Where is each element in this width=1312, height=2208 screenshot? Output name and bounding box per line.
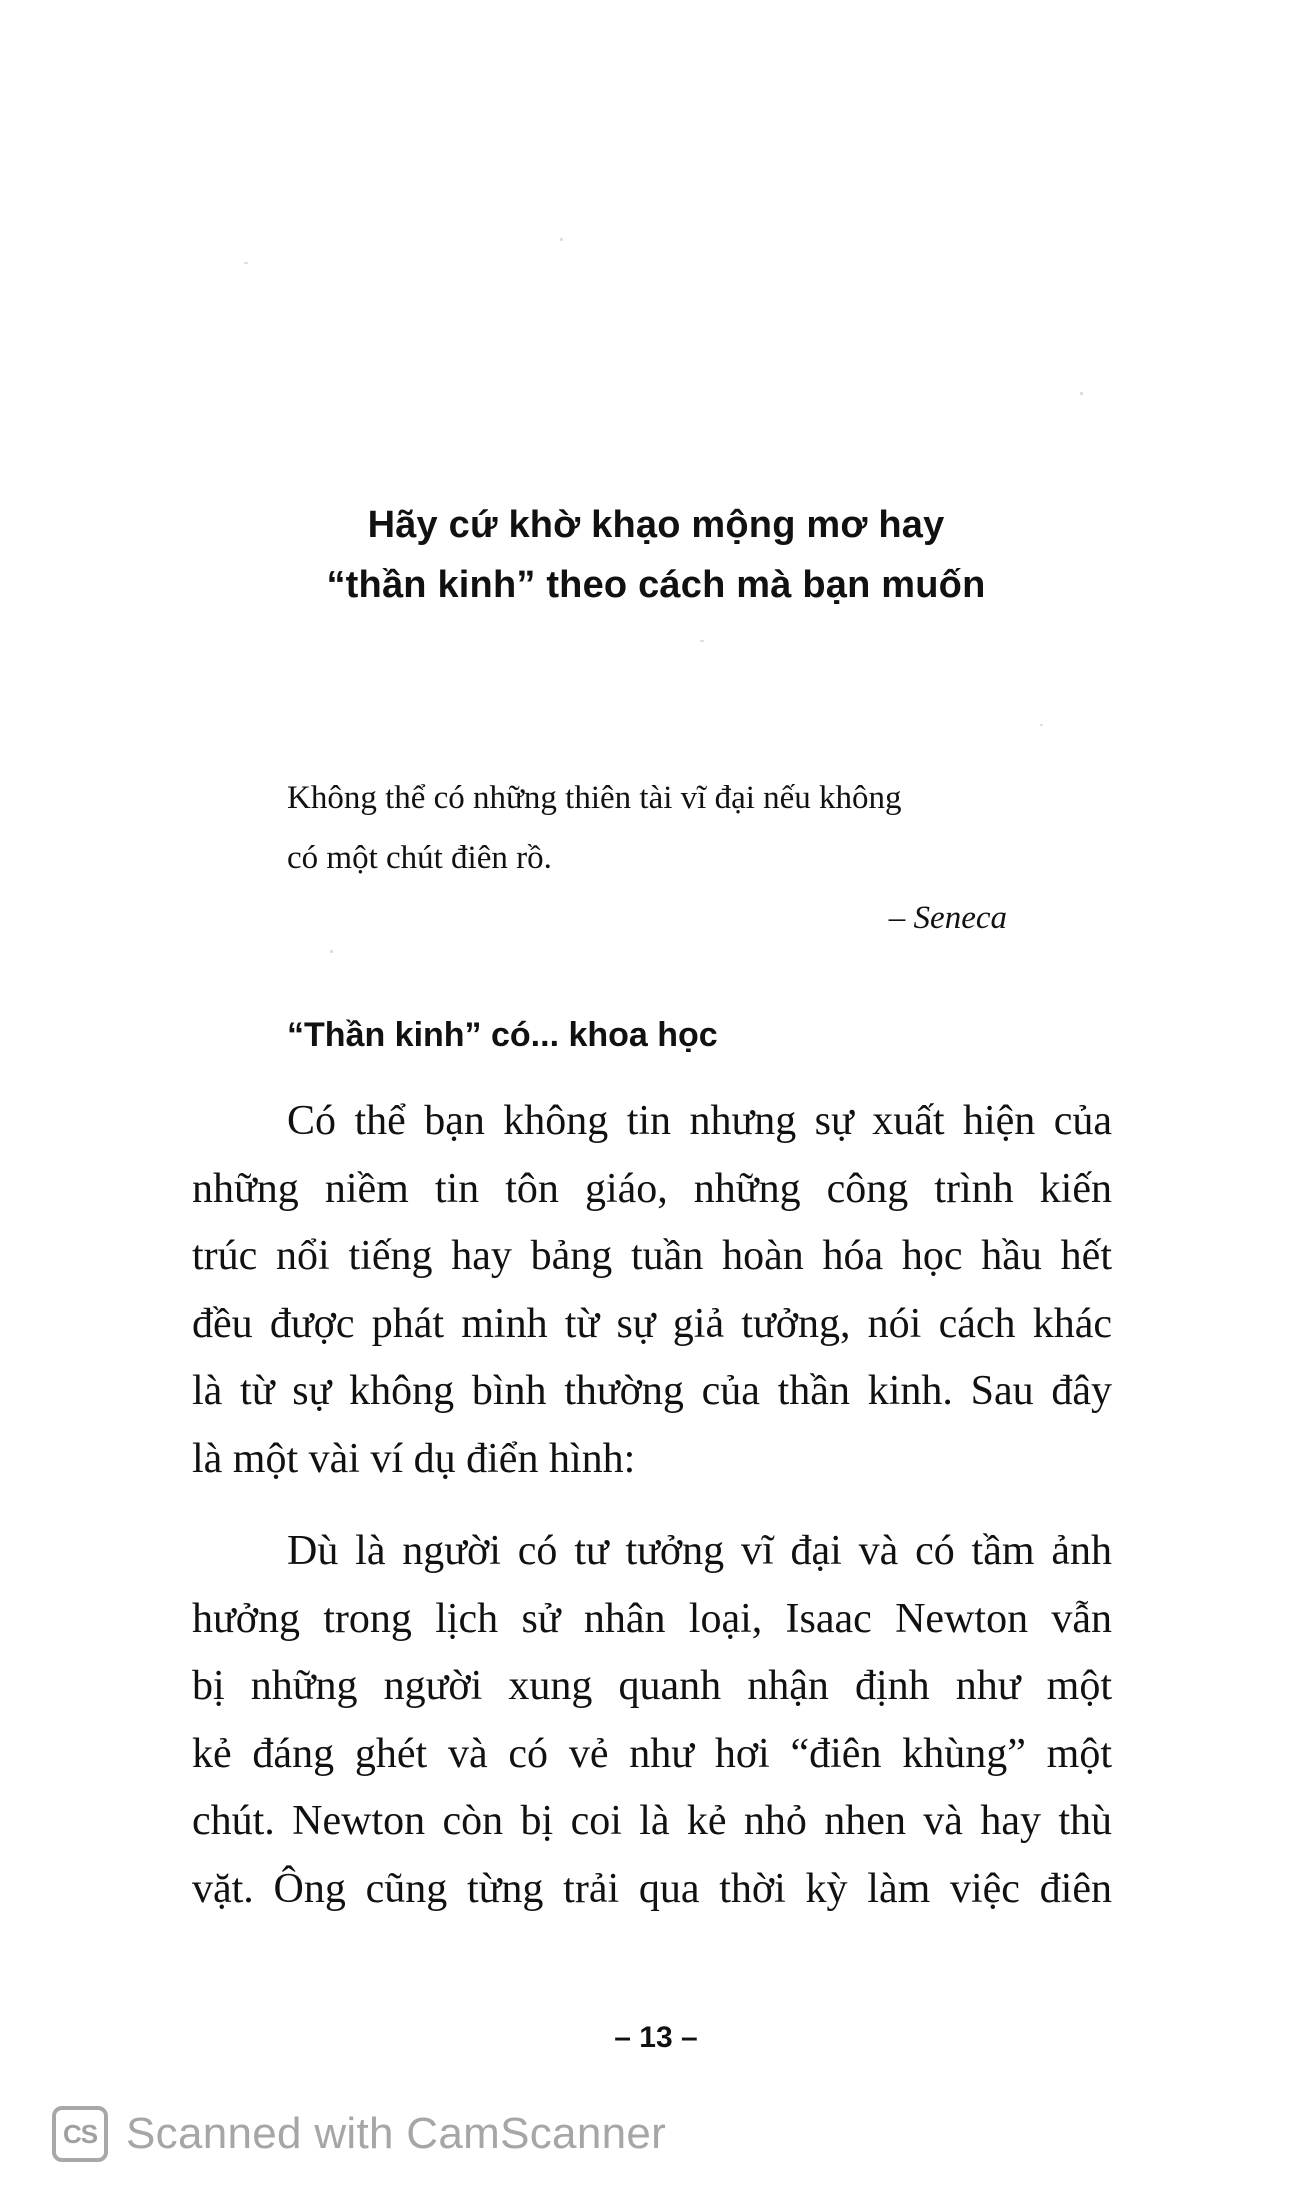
- scan-speck: [700, 640, 704, 642]
- paragraph-line: đều được phát minh từ sự giả tưởng, nói cách khác: [192, 1300, 1112, 1347]
- watermark-text: Scanned with CamScanner: [126, 2109, 667, 2158]
- paragraph-line: trúc nổi tiếng hay bảng tuần hoàn hóa học hầu hết: [192, 1233, 1112, 1279]
- paragraph-line: Dù là người có tư tưởng vĩ đại và có tầm ảnh: [287, 1528, 1112, 1574]
- scan-speck: [330, 950, 333, 953]
- scan-speck: [560, 238, 563, 241]
- camscanner-watermark: [52, 2106, 666, 2162]
- body-paragraph-1: [192, 1088, 1112, 1493]
- scan-speck: [1080, 392, 1083, 395]
- camscanner-logo-icon: CS: [52, 2106, 108, 2162]
- paragraph-line: chút. Newton còn bị coi là kẻ nhỏ nhen và hay thù: [192, 1798, 1112, 1844]
- epigraph-quote: [287, 768, 1007, 888]
- scan-speck: [1040, 724, 1043, 726]
- paragraph-line: bị những người xung quanh nhận định như một: [192, 1663, 1112, 1709]
- epigraph-author: – Seneca: [888, 900, 1007, 936]
- chapter-title: [230, 495, 1082, 615]
- scan-speck: [244, 262, 248, 264]
- section-heading: “Thần kinh” có... khoa học: [287, 1016, 718, 1054]
- paragraph-line: là một vài ví dụ điển hình:: [192, 1435, 636, 1482]
- paragraph-line: kẻ đáng ghét và có vẻ như hơi “điên khùng” một: [192, 1730, 1112, 1777]
- paragraph-line: là từ sự không bình thường của thần kinh. Sau đây: [192, 1368, 1112, 1414]
- body-paragraph-2: [192, 1518, 1112, 1923]
- chapter-title-line-2: “thần kinh” theo cách mà bạn muốn: [326, 564, 986, 606]
- paragraph-line: vặt. Ông cũng từng trải qua thời kỳ làm việc điên: [192, 1865, 1112, 1912]
- page-number: – 13 –: [614, 2021, 698, 2054]
- chapter-title-line-1: Hãy cứ khờ khạo mộng mơ hay: [367, 504, 945, 546]
- paragraph-line: Có thể bạn không tin nhưng sự xuất hiện của: [287, 1098, 1112, 1144]
- paragraph-line: hưởng trong lịch sử nhân loại, Isaac Newton vẫn: [192, 1595, 1112, 1642]
- epigraph-line-2: có một chút điên rồ.: [287, 840, 552, 876]
- paragraph-line: những niềm tin tôn giáo, những công trình kiến: [192, 1165, 1112, 1212]
- epigraph-line-1: Không thể có những thiên tài vĩ đại nếu không: [287, 780, 902, 816]
